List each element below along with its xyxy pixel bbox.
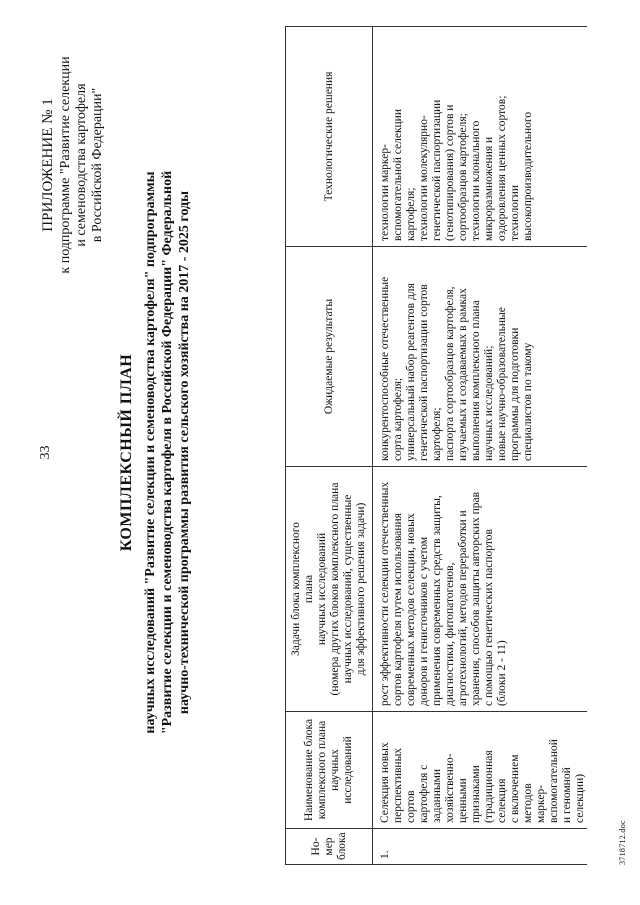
text-line: Задачи блока комплексного [290, 522, 302, 656]
text-line: картофеля; [431, 407, 443, 461]
text-line: с включением методов [509, 754, 534, 823]
text-line: Селекция новых [379, 742, 391, 823]
plan-table [285, 26, 587, 865]
cell-tasks [373, 467, 588, 712]
text-line: генетической паспортизации сортов [418, 284, 430, 461]
appendix-line: в Российской Федерации" [90, 87, 105, 243]
text-line: комплексного плана [316, 720, 328, 820]
text-line: блока [335, 832, 348, 860]
text-line: технологии молекулярно- [418, 115, 430, 241]
text-line: вспомогательной селекции [392, 109, 404, 241]
document-title-main: КОМПЛЕКСНЫЙ ПЛАН [118, 353, 135, 552]
text-line: агротехнологий, методов переработки и [457, 510, 469, 706]
text-line: Наименование блока [303, 718, 315, 822]
text-line: диагностики, фитопатогенов, [444, 562, 456, 706]
text-line: с помощью генетических паспортов [483, 529, 495, 706]
text-line: паспорта сортообразцов картофеля, [444, 286, 456, 461]
text-line: хранения, способов защиты авторских прав [470, 491, 482, 706]
document-title-line: "Развитие селекции и семеноводства картофеля в Российской Федерации" Федеральной [160, 170, 175, 735]
text-line: сорта картофеля; [392, 377, 404, 461]
cell-number: 1. [373, 829, 588, 865]
text-line: научных исследований [329, 736, 354, 804]
text-line: (блоки 2 - 11) [496, 640, 508, 706]
text-line: генетической паспортизации [431, 99, 443, 241]
text-line: изучаемых и создаваемых в рамках [457, 288, 469, 461]
text-line: сортообразцов картофеля; [457, 113, 469, 241]
text-line: технологии клонального [470, 120, 482, 241]
text-line: технологии маркер- [379, 144, 391, 241]
text-line: Технологические решения [322, 71, 335, 202]
text-line: выполнения комплексного плана [470, 300, 482, 461]
text-line: универсальный набор реагентов для [405, 283, 417, 461]
text-line: новые научно-образовательные [496, 307, 508, 461]
text-line: Ожидаемые результаты [322, 298, 335, 415]
text-line: рост эффективности селекции отечественных [379, 481, 391, 706]
text-line: научных исследований [316, 532, 328, 646]
text-line: применения современных средств защиты, [431, 495, 443, 706]
text-line: плана [303, 574, 315, 604]
text-line: микроразмножения и [483, 136, 495, 241]
cell-block-name [373, 712, 588, 829]
text-line: (генотипирования) сортов и [444, 104, 456, 241]
appendix-block [40, 50, 106, 280]
text-line: конкурентоспособные отечественные [379, 276, 391, 461]
appendix-title: ПРИЛОЖЕНИЕ № 1 [40, 98, 56, 232]
text-line: хозяйственно-ценными [444, 753, 469, 823]
header-tasks [286, 467, 373, 712]
text-line: высокопроизводительного [522, 111, 534, 241]
document-title-line: научно-технической программы развития сельского хозяйства на 2017 - 2025 годы [177, 190, 192, 715]
text-line: признаками [470, 765, 482, 823]
text-line: научных исследований, существенные [342, 494, 354, 684]
text-line: специалистов по такому [522, 342, 534, 461]
text-line: научных исследований; [483, 345, 495, 461]
text-line: картофеля; [405, 187, 417, 241]
header-number [286, 829, 373, 865]
text-line: современных методов селекции, новых [405, 513, 417, 706]
footer-document-code: 3718712.doc [618, 820, 627, 865]
table-row [373, 27, 588, 865]
text-line: и геномной селекции) [561, 767, 586, 823]
text-line: для эффективного решения задачи) [355, 502, 367, 676]
text-line: картофеля с заданными [418, 764, 443, 823]
table-header-row [286, 27, 373, 865]
text-line: Но- [309, 837, 322, 856]
page-number: 33 [38, 445, 53, 460]
text-line: мер [322, 837, 335, 856]
text-line: (традиционная селекция [483, 750, 508, 823]
header-technological-solutions [286, 27, 373, 247]
header-expected-results [286, 247, 373, 467]
appendix-line: и семеноводства картофеля [74, 83, 89, 247]
text-line: перспективных сортов [392, 747, 417, 823]
cell-technological-solutions [373, 27, 588, 247]
text-line: программы для подготовки [509, 327, 521, 461]
document-title [118, 70, 193, 835]
text-line: маркер-вспомогательной [535, 739, 560, 823]
appendix-line: к подпрограмме "Развитие селекции [58, 56, 73, 274]
text-line: доноров и генисточников с учетом [418, 536, 430, 706]
text-line: технологии [509, 185, 521, 241]
text-line: сортов картофеля путем использования [392, 513, 404, 706]
text-line: (номера других блоков комплексного плана [329, 482, 341, 696]
text-line: оздоровления ценных сортов; [496, 95, 508, 241]
document-title-line: научных исследований "Развитие селекции и семеноводства картофеля" подпрограммы [143, 171, 158, 734]
header-block-name [286, 712, 373, 829]
cell-expected-results [373, 247, 588, 467]
